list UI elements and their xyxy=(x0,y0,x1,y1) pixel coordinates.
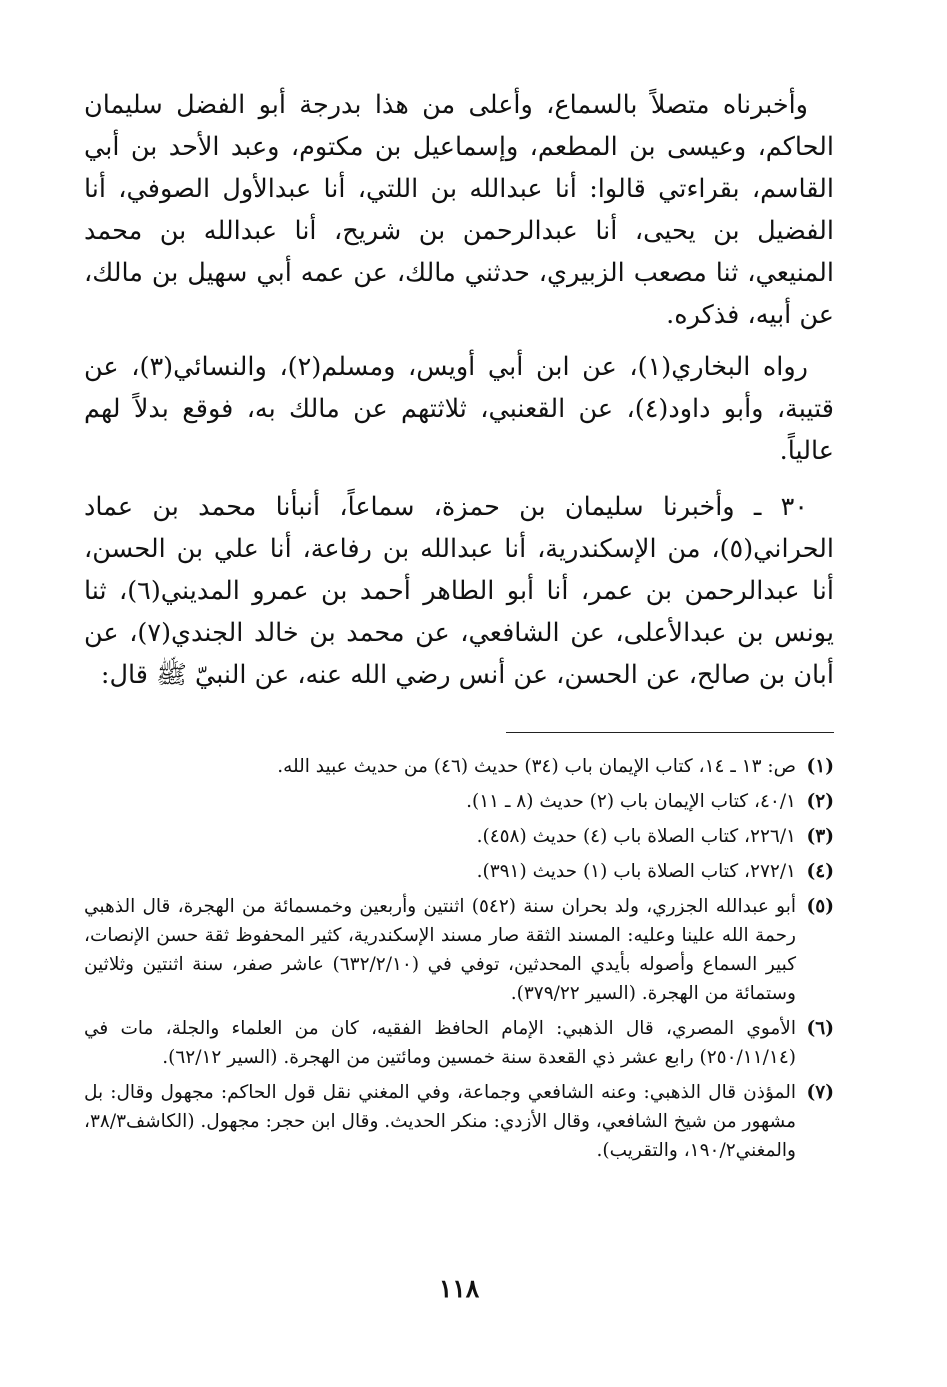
book-page xyxy=(84,84,834,1324)
main-text xyxy=(84,84,834,696)
footnote-text: ٤٠/١، كتاب الإيمان باب (٢) حديث (٨ ـ ١١). xyxy=(466,791,796,812)
footnote-item xyxy=(84,892,834,1008)
page-number: ١١٨ xyxy=(438,1274,480,1303)
paragraph-text: ٣٠ ـ وأخبرنا سليمان بن حمزة، سماعاً، أنبأنا محمد بن عماد الحراني(٥)، من الإسكندرية، أنا عبدالله بن رفاعة، أنا علي بن الحسن، أنا عبدالرحمن بن عمر، أنا أبو الطاهر أحمد بن عمرو المديني(٦)، ثنا يونس بن عبدالأعلى، عن الشافعي، عن محمد بن خالد الجندي(٧)، عن أبان بن صالح، عن الحسن، عن أنس رضي الله عنه، عن النبيّ ﷺ قال: xyxy=(84,492,834,690)
footnote-number: (٧) xyxy=(806,1082,834,1103)
footnote-item xyxy=(84,822,834,851)
paragraph xyxy=(84,84,834,336)
footnote-number: (٦) xyxy=(806,1018,834,1039)
footnote-number: (٤) xyxy=(806,861,834,882)
footnote-item xyxy=(84,1014,834,1072)
footnotes xyxy=(84,752,834,1171)
footnote-divider xyxy=(506,732,834,733)
footnote-text: أبو عبدالله الجزري، ولد بحران سنة (٥٤٢) اثنتين وأربعين وخمسمائة من الهجرة، قال الذهبي رحمة الله علينا وعليه: المسند الثقة صار مسند الإسكندرية، كثير المحفوظ ثقة حسن الإنصات، كبير السماع وأصوله بأيدي المحدثين، توفي في (٦٣٢/٢/١٠) عاشر صفر، سنة اثنتين وثلاثين وستمائة من الهجرة. (السير ٣٧٩/٢٢). xyxy=(84,896,796,1004)
footnote-number: (١) xyxy=(806,756,834,777)
paragraph xyxy=(84,346,834,472)
footnote-item xyxy=(84,1078,834,1165)
footnote-item xyxy=(84,787,834,816)
paragraph-text: رواه البخاري(١)، عن ابن أبي أويس، ومسلم(٢)، والنسائي(٣)، عن قتيبة، وأبو داود(٤)، عن القعنبي، ثلاثتهم عن مالك به، فوقع بدلاً لهم عالياً. xyxy=(84,352,834,466)
footnote-text: ٢٢٦/١، كتاب الصلاة باب (٤) حديث (٤٥٨). xyxy=(476,826,796,847)
footnote-item xyxy=(84,752,834,781)
footnote-number: (٥) xyxy=(806,896,834,917)
footnote-text: ص: ١٣ ـ ١٤، كتاب الإيمان باب (٣٤) حديث (٤٦) من حديث عبيد الله. xyxy=(277,756,796,777)
footnote-text: الأموي المصري، قال الذهبي: الإمام الحافظ الفقيه، كان من العلماء والجلة، مات في (٢٥٠/١١/١٤) رابع عشر ذي القعدة سنة خمسين ومائتين من الهجرة. (السير ٦٢/١٢). xyxy=(84,1018,796,1068)
paragraph xyxy=(84,486,834,696)
footnote-text: ٢٧٢/١، كتاب الصلاة باب (١) حديث (٣٩١). xyxy=(476,861,796,882)
footnote-text: المؤذن قال الذهبي: وعنه الشافعي وجماعة، وفي المغني نقل قول الحاكم: مجهول وقال: بل مشهور من شيخ الشافعي، وقال الأزدي: منكر الحديث. وقال ابن حجر: مجهول. (الكاشف٣٨/٣، والمغني١٩٠/٢، والتقريب). xyxy=(84,1082,796,1161)
footnote-number: (٢) xyxy=(806,791,834,812)
footnote-number: (٣) xyxy=(806,826,834,847)
footnote-item xyxy=(84,857,834,886)
paragraph-text: وأخبرناه متصلاً بالسماع، وأعلى من هذا بدرجة أبو الفضل سليمان الحاكم، وعيسى بن المطعم، وإسماعيل بن مكتوم، وعبد الأحد بن أبي القاسم، بقراءتي قالوا: أنا عبدالله بن اللتي، أنا عبدالأول الصوفي، أنا الفضيل بن يحيى، أنا عبدالرحمن بن شريح، أنا عبدالله بن محمد المنيعي، ثنا مصعب الزبيري، حدثني مالك، عن عمه أبي سهيل بن مالك، عن أبيه، فذكره. xyxy=(84,90,834,330)
